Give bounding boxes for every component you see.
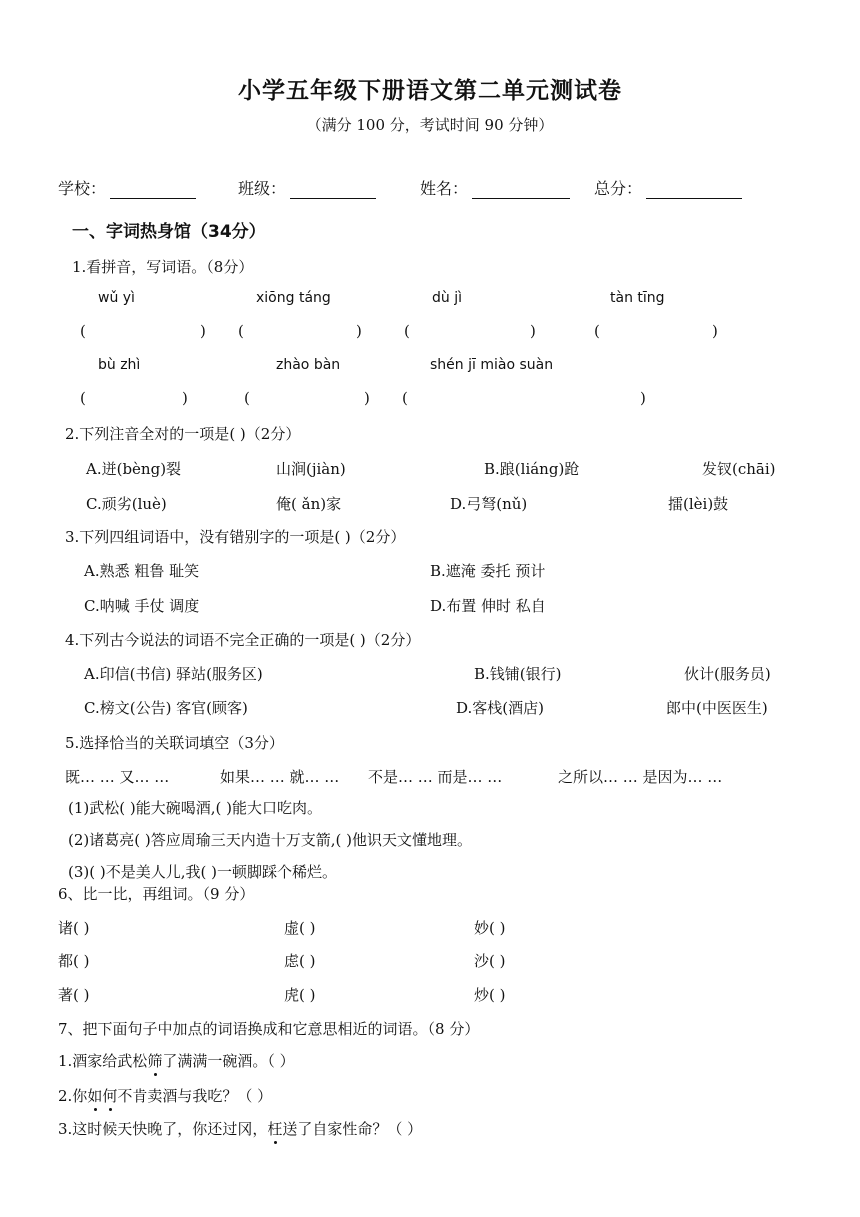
answer-box-close: ) bbox=[530, 322, 536, 340]
conjunction-option: 不是… … 而是… … bbox=[368, 768, 503, 786]
compare-word: 虑( ) bbox=[284, 952, 316, 970]
pinyin-4: tàn tīng bbox=[610, 290, 665, 306]
answer-box-open: ( bbox=[80, 389, 86, 407]
name-field: 姓名： bbox=[420, 176, 570, 199]
compare-word: 著( ) bbox=[58, 986, 90, 1004]
q3-option-a: A.熟悉 粗鲁 耻笑 bbox=[84, 562, 200, 580]
pinyin-6: zhào bàn bbox=[276, 357, 341, 373]
pinyin-7: shén jī miào suàn bbox=[430, 357, 554, 373]
answer-box-close: ) bbox=[356, 322, 362, 340]
answer-box-close: ) bbox=[364, 389, 370, 407]
class-field: 班级： bbox=[238, 176, 376, 199]
q6-prompt: 6、比一比，再组词。（9 分） bbox=[58, 885, 255, 903]
answer-box-open: ( bbox=[80, 322, 86, 340]
answer-box-close: ) bbox=[640, 389, 646, 407]
q2-option-c: C.顽劣(luè) bbox=[86, 495, 167, 513]
compare-word: 炒( ) bbox=[474, 986, 506, 1004]
compare-word: 虚( ) bbox=[284, 919, 316, 937]
q2-option-d: D.弓弩(nǔ) bbox=[450, 495, 528, 513]
q4-option-c: C.榜文(公告) 客官(顾客) bbox=[84, 699, 248, 717]
q7-sentence-2: 2.你如何不肯卖酒与我吃？（ ） bbox=[58, 1087, 273, 1105]
answer-box-open: ( bbox=[238, 322, 244, 340]
q7-sentence-1: 1.酒家给武松筛了满满一碗酒。（ ） bbox=[58, 1052, 295, 1070]
q4-option-d-2: 郎中(中医医生) bbox=[666, 699, 768, 717]
compare-word: 妙( ) bbox=[474, 919, 506, 937]
q4-prompt: 4.下列古今说法的词语不完全正确的一项是( )（2分） bbox=[65, 631, 421, 649]
pinyin-1: wǔ yì bbox=[98, 290, 135, 306]
q7-sentence-3: 3.这时候天快晚了，你还过冈，枉送了自家性命？（ ） bbox=[58, 1120, 423, 1138]
q5-sentence-3: (3)( )不是美人儿,我( )一顿脚踩个稀烂。 bbox=[68, 863, 337, 881]
q3-prompt: 3.下列四组词语中，没有错别字的一项是( )（2分） bbox=[65, 528, 406, 546]
answer-box-close: ) bbox=[200, 322, 206, 340]
answer-box-open: ( bbox=[594, 322, 600, 340]
q2-option-b-2: 发钗(chāi) bbox=[702, 460, 776, 478]
q2-option-c-2: 俺( ǎn)家 bbox=[276, 495, 342, 513]
q5-sentence-1: (1)武松( )能大碗喝酒,( )能大口吃肉。 bbox=[68, 799, 322, 817]
pinyin-3: dù jì bbox=[432, 290, 462, 306]
class-blank[interactable] bbox=[290, 182, 376, 199]
q2-option-d-2: 擂(lèi)鼓 bbox=[668, 495, 729, 513]
q2-option-b: B.踉(liáng)跄 bbox=[484, 460, 580, 478]
page-title: 小学五年级下册语文第二单元测试卷 bbox=[238, 78, 622, 104]
conjunction-option: 之所以… … 是因为… … bbox=[558, 768, 723, 786]
school-field: 学校： bbox=[58, 176, 196, 199]
school-blank[interactable] bbox=[110, 182, 196, 199]
q3-option-b: B.遮淹 委托 预计 bbox=[430, 562, 546, 580]
q1-prompt: 1.看拼音，写词语。（8分） bbox=[72, 258, 254, 276]
q5-sentence-2: (2)诸葛亮( )答应周瑜三天内造十万支箭,( )他识天文懂地理。 bbox=[68, 831, 472, 849]
q2-option-a-2: 山涧(jiàn) bbox=[276, 460, 346, 478]
pinyin-2: xiōng táng bbox=[256, 290, 331, 306]
answer-box-close: ) bbox=[712, 322, 718, 340]
compare-word: 沙( ) bbox=[474, 952, 506, 970]
q3-option-d: D.布置 伸时 私自 bbox=[430, 597, 546, 615]
section-heading: 一、字词热身馆（34分） bbox=[72, 222, 266, 242]
answer-box-open: ( bbox=[404, 322, 410, 340]
answer-box-open: ( bbox=[402, 389, 408, 407]
score-field: 总分： bbox=[594, 176, 742, 199]
q4-option-b: B.钱铺(银行) bbox=[474, 665, 562, 683]
answer-box-close: ) bbox=[182, 389, 188, 407]
page-subtitle: （满分 100 分，考试时间 90 分钟） bbox=[306, 116, 554, 134]
compare-word: 诸( ) bbox=[58, 919, 90, 937]
compare-word: 虎( ) bbox=[284, 986, 316, 1004]
answer-box-open: ( bbox=[244, 389, 250, 407]
name-blank[interactable] bbox=[472, 182, 570, 199]
q7-prompt: 7、把下面句子中加点的词语换成和它意思相近的词语。（8 分） bbox=[58, 1020, 480, 1038]
q4-option-b-2: 伙计(服务员) bbox=[684, 665, 771, 683]
q5-prompt: 5.选择恰当的关联词填空（3分） bbox=[65, 734, 284, 752]
q4-option-d: D.客栈(酒店) bbox=[456, 699, 544, 717]
conjunction-option: 既… … 又… … bbox=[65, 768, 170, 786]
q2-option-a: A.迸(bèng)裂 bbox=[86, 460, 182, 478]
conjunction-option: 如果… … 就… … bbox=[220, 768, 340, 786]
q3-option-c: C.呐喊 手仗 调度 bbox=[84, 597, 200, 615]
score-blank[interactable] bbox=[646, 182, 742, 199]
q4-option-a: A.印信(书信) 驿站(服务区) bbox=[84, 665, 263, 683]
pinyin-5: bù zhì bbox=[98, 357, 141, 373]
compare-word: 都( ) bbox=[58, 952, 90, 970]
q2-prompt: 2.下列注音全对的一项是( )（2分） bbox=[65, 425, 301, 443]
